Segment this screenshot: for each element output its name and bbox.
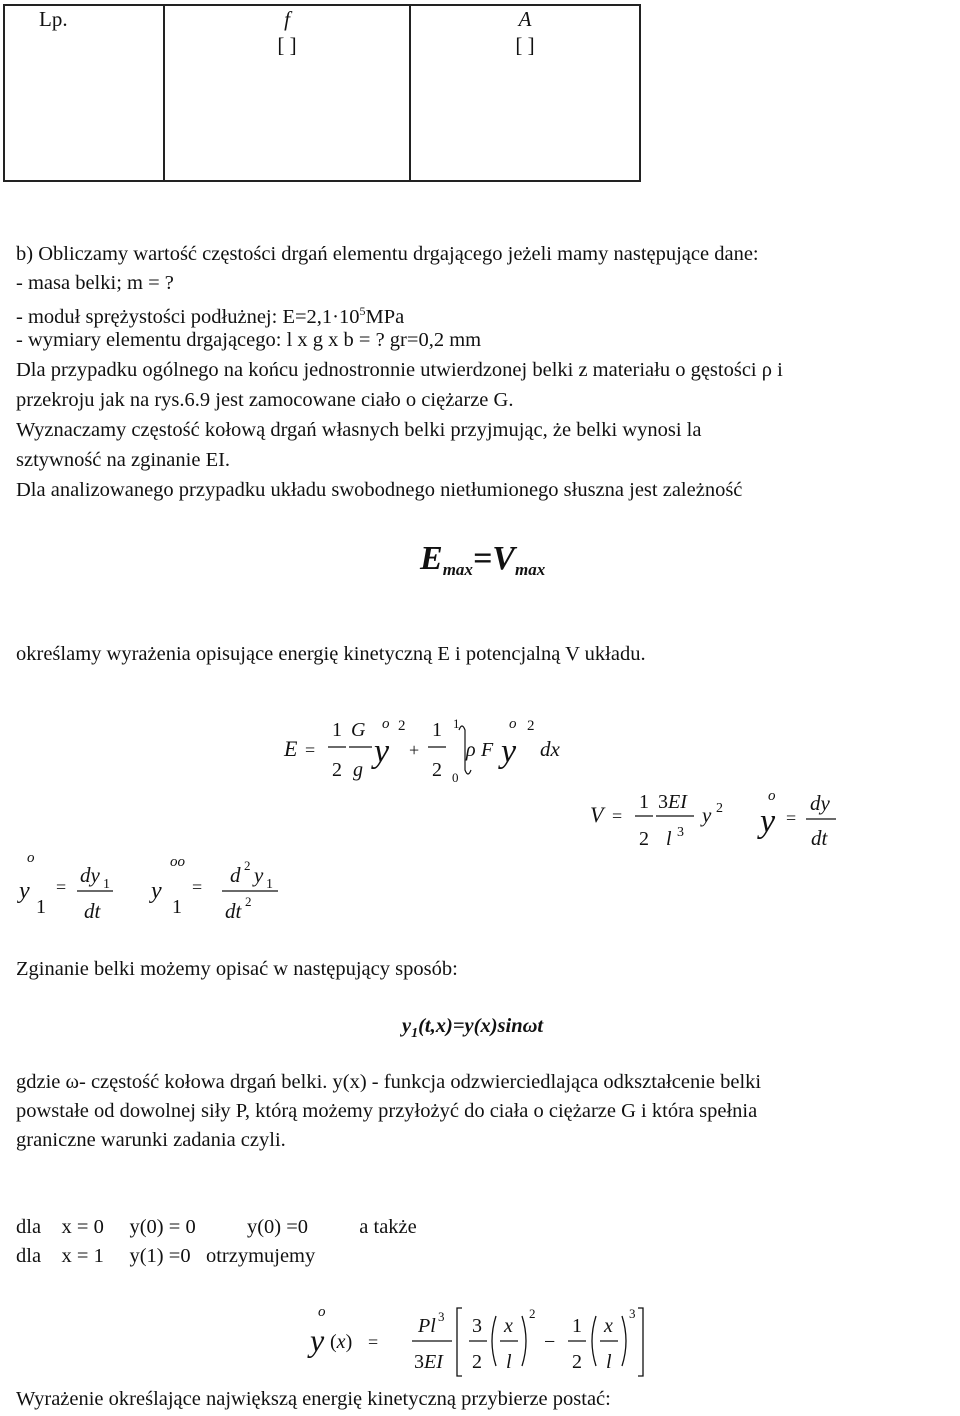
final-text: Wyrażenie określające największą energię kinetyczną przybierze postać:: [16, 1388, 611, 1410]
svg-text:3EI: 3EI: [658, 791, 687, 813]
emax-eq: =V: [472, 540, 515, 577]
svg-text:o: o: [27, 850, 35, 866]
svg-text:dt: dt: [225, 899, 242, 923]
energy-text: określamy wyrażenia opisujące energię kinetyczną E i potencjalną V układu.: [16, 643, 646, 665]
svg-text:y: y: [151, 878, 162, 904]
svg-text:=: =: [368, 1332, 379, 1352]
para-line-9: Dla analizowanego przypadku układu swobodnego nietłumionego słuszna jest zależność: [16, 479, 743, 501]
svg-text:E: E: [284, 736, 298, 761]
svg-text:V: V: [590, 802, 604, 827]
svg-text:3: 3: [629, 1306, 636, 1321]
svg-text:1: 1: [266, 877, 273, 892]
svg-text:o: o: [382, 716, 390, 732]
y1-equation: [402, 1012, 543, 1048]
svg-text:=: =: [305, 740, 316, 760]
svg-text:o: o: [768, 788, 776, 804]
table-header-a: A: [518, 7, 532, 31]
table-unit-a: [ ]: [515, 33, 535, 57]
derivative-definition: [757, 788, 836, 850]
emax-sub-2: max: [514, 560, 546, 579]
svg-text:G: G: [351, 719, 366, 741]
svg-text:g: g: [353, 759, 363, 781]
svg-text:=: =: [192, 877, 203, 897]
table-col-lp: [4, 5, 164, 181]
svg-text:1: 1: [432, 719, 442, 741]
svg-text:3: 3: [472, 1315, 482, 1337]
svg-text:o: o: [318, 1304, 326, 1320]
svg-text:1: 1: [172, 896, 182, 918]
emax-sub-1: max: [442, 560, 473, 579]
svg-text:−: −: [544, 1331, 556, 1353]
gdzie-line-2: powstałe od dowolnej siły P, którą możemy przyłożyć do ciała o ciężarze G i która spełnia: [16, 1100, 758, 1122]
svg-text:y: y: [760, 803, 776, 840]
svg-text:3: 3: [438, 1309, 445, 1324]
y1-first-derivative: [17, 850, 113, 923]
gdzie-line-1: gdzie ω- częstość kołowa drgań belki. y(x) - funkcja odzwierciedlająca odkształcenie belki: [16, 1071, 762, 1093]
svg-text:=: =: [786, 808, 797, 828]
svg-text:y: y: [310, 1322, 325, 1358]
svg-text:l: l: [666, 828, 672, 850]
deflection-formula: [300, 1296, 660, 1386]
para-line-7: Wyznaczamy częstość kołową drgań własnych belki przyjmując, że belki wynosi la: [16, 419, 702, 441]
emax-e: E: [420, 540, 443, 577]
svg-text:y: y: [254, 863, 264, 887]
potential-energy-formula: [590, 791, 723, 850]
svg-text:dy: dy: [810, 791, 830, 815]
svg-text:1: 1: [639, 791, 649, 813]
svg-text:o: o: [509, 716, 517, 732]
svg-text:1: 1: [36, 896, 46, 918]
y1-second-derivative: [149, 854, 278, 923]
svg-text:2: 2: [716, 801, 723, 816]
para-line-5: Dla przypadku ogólnego na końcu jednostronnie utwierdzonej belki z materiału o gęstości ρ i: [16, 359, 783, 381]
svg-text:y: y: [702, 803, 712, 827]
y1-symbol: y: [402, 1015, 412, 1037]
svg-text:2: 2: [639, 828, 649, 850]
para-line-1: b) Obliczamy wartość częstości drgań elementu drgającego jeżeli mamy następujące dane:: [16, 243, 759, 265]
svg-text:2: 2: [529, 1306, 536, 1321]
energy-formulas: [0, 700, 960, 930]
svg-text:3: 3: [677, 825, 684, 840]
modulus-unit: MPa: [365, 305, 405, 328]
svg-text:x: x: [504, 1315, 513, 1337]
table-header-lp: Lp.: [39, 7, 68, 31]
svg-text:2: 2: [398, 718, 406, 734]
zginanie-text: Zginanie belki możemy opisać w następujący sposób:: [16, 958, 458, 980]
table-header-f: f: [284, 7, 290, 31]
svg-text:=: =: [56, 877, 67, 897]
header-table: [3, 4, 641, 182]
svg-text:oo: oo: [170, 854, 185, 870]
svg-text:x: x: [604, 1315, 613, 1337]
svg-text:2: 2: [472, 1351, 482, 1373]
svg-text:d: d: [230, 863, 241, 887]
svg-text:ρ: ρ: [466, 739, 476, 761]
svg-text:dy: dy: [80, 863, 100, 887]
svg-text:2: 2: [244, 858, 251, 873]
svg-text:1: 1: [572, 1315, 582, 1337]
svg-text:2: 2: [332, 759, 342, 781]
para-line-2: - masa belki; m = ?: [16, 272, 174, 294]
modulus-text: - moduł sprężystości podłużnej: E=2,1·10: [16, 305, 360, 328]
svg-text:l: l: [606, 1351, 612, 1373]
svg-text:l: l: [506, 1351, 512, 1373]
svg-text:dx: dx: [540, 737, 560, 761]
svg-text:1: 1: [453, 716, 460, 731]
para-line-6: przekroju jak na rys.6.9 jest zamocowane ciało o ciężarze G.: [16, 389, 514, 411]
svg-text:2: 2: [527, 718, 535, 734]
kinetic-energy-formula: [283, 716, 561, 785]
svg-text:F: F: [481, 739, 494, 761]
svg-text:y: y: [501, 733, 517, 770]
table-col-f: [164, 5, 410, 181]
gdzie-line-3: graniczne warunki zadania czyli.: [16, 1129, 286, 1151]
svg-text:2: 2: [245, 894, 252, 909]
svg-text:(x): (x): [330, 1331, 353, 1353]
bc-line-2: dla x = 1 y(1) =0 otrzymujemy: [16, 1245, 316, 1267]
svg-text:y: y: [19, 878, 30, 904]
exponent: 5: [359, 304, 366, 318]
svg-text:1: 1: [103, 877, 110, 892]
para-line-4: - wymiary elementu drgającego: l x g x b = ? gr=0,2 mm: [16, 329, 482, 351]
svg-text:=: =: [612, 806, 623, 826]
svg-text:1: 1: [332, 719, 342, 741]
svg-text:2: 2: [432, 759, 442, 781]
svg-text:2: 2: [572, 1351, 582, 1373]
svg-text:dt: dt: [84, 899, 101, 923]
svg-text:+: +: [409, 740, 420, 760]
svg-text:Pl: Pl: [418, 1315, 436, 1337]
para-line-8: sztywność na zginanie EI.: [16, 449, 231, 471]
table-unit-f: [ ]: [277, 33, 297, 57]
y1-rest: (t,x)=y(x)sinωt: [418, 1015, 544, 1037]
svg-text:3EI: 3EI: [414, 1351, 443, 1373]
svg-text:dt: dt: [811, 826, 828, 850]
emax-equation: [420, 540, 545, 578]
svg-text:y: y: [374, 733, 390, 770]
table-col-a: [410, 5, 640, 181]
bc-line-1: dla x = 0 y(0) = 0 y(0) =0 a także: [16, 1216, 417, 1238]
y1-subscript: 1: [411, 1026, 419, 1042]
svg-text:0: 0: [452, 770, 459, 785]
